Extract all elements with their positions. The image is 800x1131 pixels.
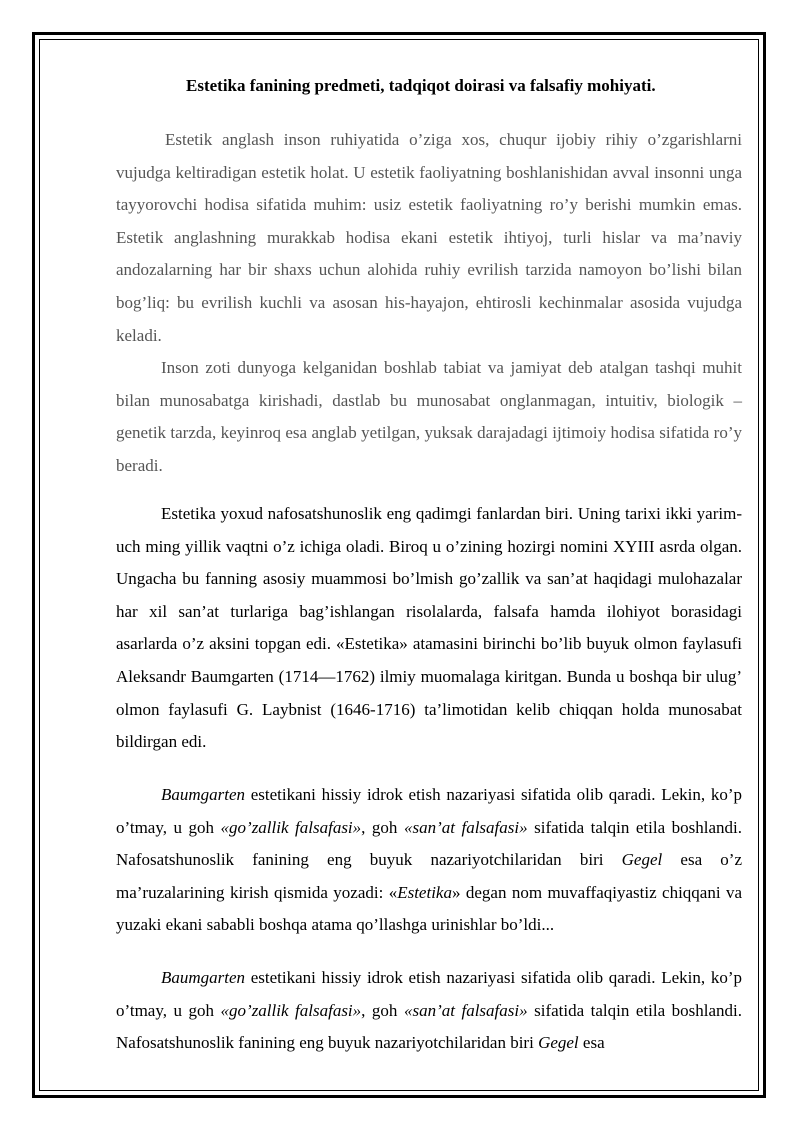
text-span: » degan nom muvaffaqiyastiz chiqqani va yuzaki ekani sababli boshqa atama qo’llashga urinishlar bo’ldi... xyxy=(116,882,742,935)
name-gegel: Gegel xyxy=(538,1033,579,1053)
paragraph-1: Estetik anglash inson ruhiyatida o’ziga xos, chuqur ijobiy rihiy o’zgarishlarni vujudga keltiradigan estetik holat. U estetik faoliyatning boshlanishidan avval insonni unga tayyorovchi hodisa sifatida muhim: usiz estetik faoliyatning ro’y berishi mumkin emas. Estetik anglashning murakkab hodisa ekani estetik ihtiyoj, turli hislar va ma’naviy andozalarning har bir shaxs uchun alohida ruhiy evrilish tarzida namoyon bo’lishi bilan bog’liq: bu evrilish kuchli va asosan his-hayajon, ehtirosli kechinmalar asosida vujudga keladi. xyxy=(116,130,742,345)
document-title: Estetika fanining predmeti, tadqiqot doirasi va falsafiy mohiyati. xyxy=(186,76,656,95)
term-gozallik: «go’zallik falsafasi» xyxy=(220,817,362,837)
paragraph-2: Inson zoti dunyoga kelganidan boshlab tabiat va jamiyat deb atalgan tashqi muhit bilan munosabatga kirishadi, dastlab bu munosabat onglanmagan, intuitiv, biologik –genetik tarzda, keyinroq esa anglab yetilgan, yuksak darajadagi ijtimoiy hodisa sifatida ro’y beradi. xyxy=(116,358,742,475)
text-span: esa o’z ma’ruzalarining kirish qismida yozadi: « xyxy=(116,850,743,902)
text-span: estetikani hissiy idrok etish nazariyasi sifatida olib qaradi. Lekin, ko’p o’tmay, u goh xyxy=(116,968,742,1020)
name-gegel: Gegel xyxy=(621,850,663,870)
name-baumgarten: Baumgarten xyxy=(161,785,246,804)
name-baumgarten: Baumgarten xyxy=(161,968,246,987)
term-sanat: «san’at falsafasi» xyxy=(403,817,528,837)
text-span: , goh xyxy=(361,817,404,837)
text-span: esa xyxy=(578,1033,605,1053)
paragraph-3: Estetika yoxud nafosatshunoslik eng qadimgi fanlardan biri. Uning tarixi ikki yarim-uch ming yillik vaqtni o’z ichiga oladi. Biroq u o’zining hozirgi nomini XYIII asrda olgan. Ungacha bu fanning asosiy muammosi bo’lmish go’zallik va san’at haqidagi mulohazalar har xil san’at turlariga bag’ishlangan risolalarda, falsafa hamda ilohiyot borasidagi asarlarda o’z aksini topgan edi. «Estetika» atamasini birinchi bo’lib buyuk olmon faylasufi Aleksandr Baumgarten (1714—1762) ilmiy muomalaga kiritgan. Bunda u boshqa bir ulug’ olmon faylasufi G. Laybnist (1646-1716) ta’limotidan kelib chiqqan holda munosabat bildirgan edi. xyxy=(116,504,742,752)
text-span: sifatida talqin etila boshlandi. Nafosatshunoslik fanining eng buyuk nazariyotchilaridan biri xyxy=(116,817,743,870)
text-span: , goh xyxy=(361,1000,404,1020)
text-span: sifatida talqin etila boshlandi. Nafosatshunoslik fanining eng buyuk nazariyotchilaridan biri xyxy=(116,1000,743,1053)
term-sanat: «san’at falsafasi» xyxy=(403,1000,528,1020)
term-estetika: Estetika xyxy=(397,882,452,902)
paragraph-4 xyxy=(116,779,742,942)
text-span: estetikani hissiy idrok etish nazariyasi sifatida olib qaradi. Lekin, ko’p o’tmay, u goh xyxy=(116,785,742,837)
paragraph-5 xyxy=(116,962,742,1060)
term-gozallik: «go’zallik falsafasi» xyxy=(220,1000,362,1020)
